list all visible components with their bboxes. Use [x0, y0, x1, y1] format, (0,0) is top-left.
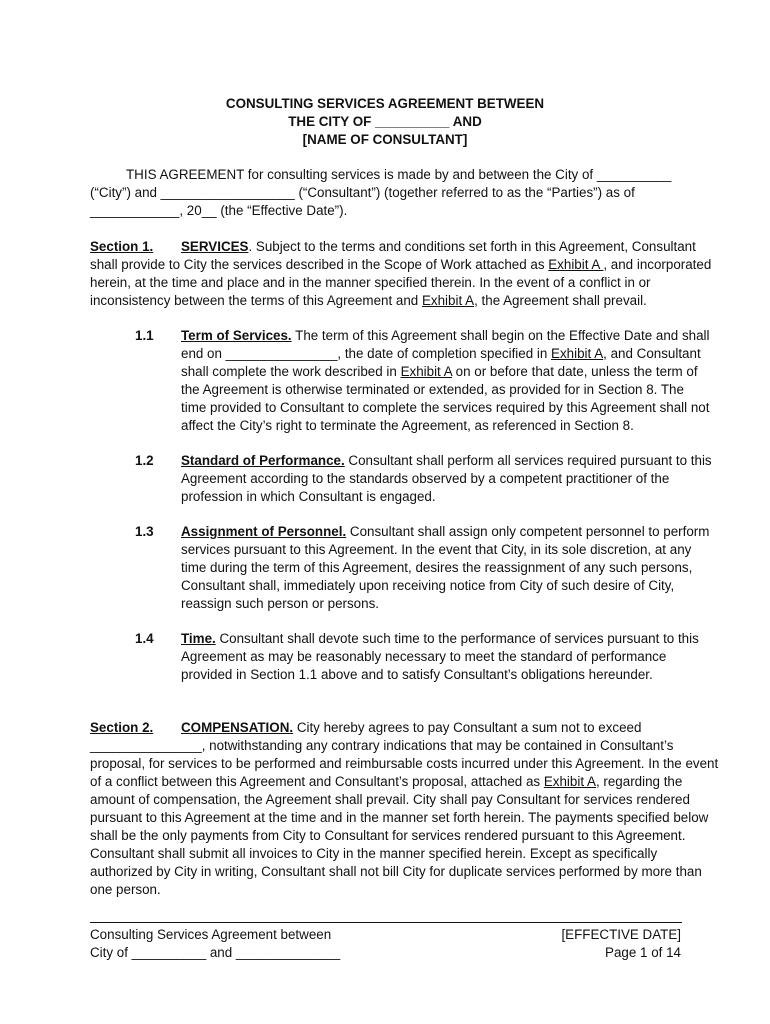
subsection-1-2-line: profession in which Consultant is engaged.	[181, 489, 436, 504]
subsection-1-3-title: Assignment of Personnel.	[181, 524, 347, 539]
footer-page-number: Page 1 of 14	[605, 945, 681, 960]
agreement-title-line3: [NAME OF CONSULTANT]	[302, 132, 468, 147]
section-2-line: pursuant to this Agreement at the time and in the manner set forth herein. The payments specified below	[90, 810, 709, 825]
subsection-1-2-title: Standard of Performance.	[181, 453, 345, 468]
footer-effective-date: [EFFECTIVE DATE]	[561, 927, 681, 942]
subsection-1-1-line: the Agreement is otherwise terminated or extended, as provided for in Section 8. The	[181, 382, 684, 397]
section-2-line: proposal, for services to be performed and reimbursable costs incurred under this Agreement. In the event	[90, 756, 719, 771]
subsection-1-1-line	[181, 327, 710, 345]
section-2-text: , regarding the	[595, 774, 683, 789]
intro-line: (“City”) and __________________ (“Consultant”) (together referred to as the “Parties”) as of	[90, 185, 635, 200]
subsection-1-3-line: services pursuant to this Agreement. In the event that City, in its sole discretion, at any	[181, 542, 692, 557]
section-1-label: Section 1.	[90, 239, 154, 254]
section-1-text: shall provide to City the services described in the Scope of Work attached as	[90, 257, 549, 272]
agreement-title-line1: CONSULTING SERVICES AGREEMENT BETWEEN	[225, 96, 545, 111]
exhibit-a-reference: Exhibit A	[421, 293, 475, 308]
section-2-line	[90, 773, 682, 791]
section-2-line: Consultant shall submit all invoices to City in the manner specified herein. Except as specifically	[90, 846, 658, 861]
subsection-1-2-line: Agreement according to the standards observed by a competent practitioner of the	[181, 471, 670, 486]
subsection-1-1-line	[181, 345, 701, 363]
section-1-line: herein, at the time and place and in the manner specified therein. In the event of a conflict in or	[90, 275, 651, 290]
section-2-label: Section 2.	[90, 720, 154, 735]
subsection-1-2-line	[181, 452, 712, 470]
subsection-1-1-text: The term of this Agreement shall begin on the Effective Date and shall	[291, 328, 710, 343]
footer-left-line1: Consulting Services Agreement between	[90, 927, 332, 942]
section-2-text: of a conflict between this Agreement and Consultant’s proposal, attached as	[90, 774, 544, 789]
exhibit-a-reference: Exhibit A	[543, 774, 596, 789]
subsection-1-1-title: Term of Services.	[181, 328, 292, 343]
subsection-1-1-number: 1.1	[135, 328, 154, 343]
subsection-1-3-text: Consultant shall assign only competent personnel to perform	[346, 524, 710, 539]
subsection-1-3-line: time during the term of this Agreement, desires the reassignment of any such persons,	[181, 560, 693, 575]
subsection-1-1-text: shall complete the work described in	[181, 364, 401, 379]
subsection-1-1-text: on or before that date, unless the term of	[451, 364, 698, 379]
exhibit-a-reference: Exhibit A	[400, 364, 452, 379]
subsection-1-1-line: affect the City’s right to terminate the Agreement, as referenced in Section 8.	[181, 418, 634, 433]
subsection-1-2-text: Consultant shall perform all services required pursuant to this	[344, 453, 712, 468]
subsection-1-4-title: Time.	[181, 631, 216, 646]
exhibit-a-reference: Exhibit A	[548, 257, 604, 272]
section-2-line: authorized by City in writing, Consultant shall not bill City for duplicate services performed by more than	[90, 864, 702, 879]
subsection-1-4-number: 1.4	[135, 631, 154, 646]
section-2-line: shall be the only payments from City to Consultant for services rendered pursuant to this Agreement.	[90, 828, 686, 843]
section-2-line: amount of compensation, the Agreement shall prevail. City shall pay Consultant for services rendered	[90, 792, 690, 807]
section-2-text: City hereby agrees to pay Consultant a sum not to exceed	[293, 720, 642, 735]
subsection-1-4-text: Consultant shall devote such time to the performance of services pursuant to this	[215, 631, 699, 646]
section-1-text: . Subject to the terms and conditions set forth in this Agreement, Consultant	[248, 239, 696, 254]
intro-line: THIS AGREEMENT for consulting services is made by and between the City of __________	[126, 167, 672, 182]
footer-divider	[90, 922, 682, 923]
section-1-text: , the Agreement shall prevail.	[474, 293, 647, 308]
subsection-1-2-number: 1.2	[135, 453, 154, 468]
subsection-1-4-line	[181, 630, 699, 648]
subsection-1-3-line: Consultant shall, immediately upon receiving notice from City of such desire of City,	[181, 578, 675, 593]
section-1-title: SERVICES	[181, 239, 249, 254]
section-1-text: inconsistency between the terms of this Agreement and	[90, 293, 422, 308]
subsection-1-3-line	[181, 523, 709, 541]
section-2-title: COMPENSATION.	[181, 720, 294, 735]
subsection-1-1-text: end on _______________, the date of completion specified in	[181, 346, 552, 361]
section-1-line	[181, 238, 696, 256]
section-1-line	[90, 256, 711, 274]
subsection-1-1-line: time provided to Consultant to complete the services required by this Agreement shall not	[181, 400, 710, 415]
section-2-line: one person.	[90, 882, 161, 897]
agreement-title-line2: THE CITY OF __________ AND	[288, 114, 482, 129]
footer-left-line2: City of __________ and ______________	[90, 945, 341, 960]
subsection-1-3-line: reassign such person or persons.	[181, 596, 379, 611]
section-1-text: , and incorporated	[603, 257, 712, 272]
section-2-line: _______________, notwithstanding any contrary indications that may be contained in Consultant’s	[90, 738, 674, 753]
exhibit-a-reference: Exhibit A	[551, 346, 604, 361]
subsection-1-1-text: , and Consultant	[603, 346, 701, 361]
subsection-1-3-number: 1.3	[135, 524, 154, 539]
subsection-1-4-line: Agreement as may be reasonably necessary to meet the standard of performance	[181, 649, 667, 664]
section-1-line	[90, 292, 647, 310]
section-2-line	[181, 719, 641, 737]
subsection-1-1-line	[181, 363, 698, 381]
subsection-1-4-line: provided in Section 1.1 above and to satisfy Consultant’s obligations hereunder.	[181, 667, 653, 682]
intro-line: ____________, 20__ (the “Effective Date”).	[90, 203, 348, 218]
